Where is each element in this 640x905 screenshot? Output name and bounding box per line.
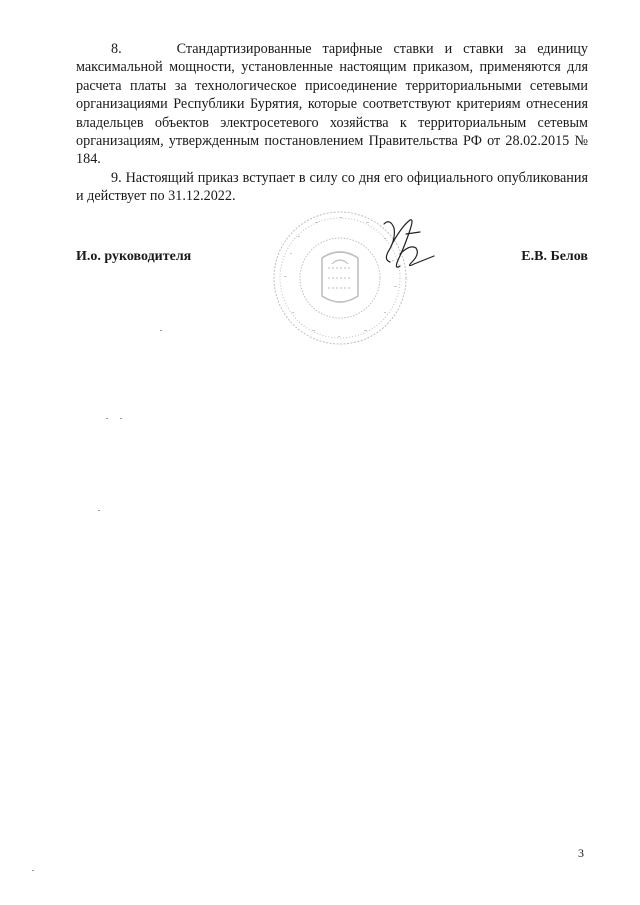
scan-speck [98, 510, 100, 511]
body-text [76, 40, 588, 206]
paragraph-8: 8. Стандартизированные тарифные ставки и ставки за единицу максимальной мощности, установленные настоящим приказом, применяются для расчета платы за технологическое присоединение территориальными сетевыми организациями Республики Бурятия, которые соответствуют критериям отнесения владельцев объектов электросетевого хозяйства к территориальным сетевым организациям, утвержденным постановлением Правительства РФ от 28.02.2015 № 184. [76, 41, 588, 168]
signature-block [76, 249, 588, 269]
signatory-position: И.о. руководителя [76, 249, 192, 264]
page-number: 3 [578, 846, 584, 860]
scan-speck [32, 870, 34, 871]
signatory-name: Е.В. Белов [521, 249, 588, 264]
scan-speck [120, 418, 122, 419]
scan-speck [160, 330, 162, 331]
paragraph-9: 9. Настоящий приказ вступает в силу со дня его официального опубликования и действует по 31.12.2022. [76, 169, 588, 205]
scan-speck [106, 418, 108, 419]
